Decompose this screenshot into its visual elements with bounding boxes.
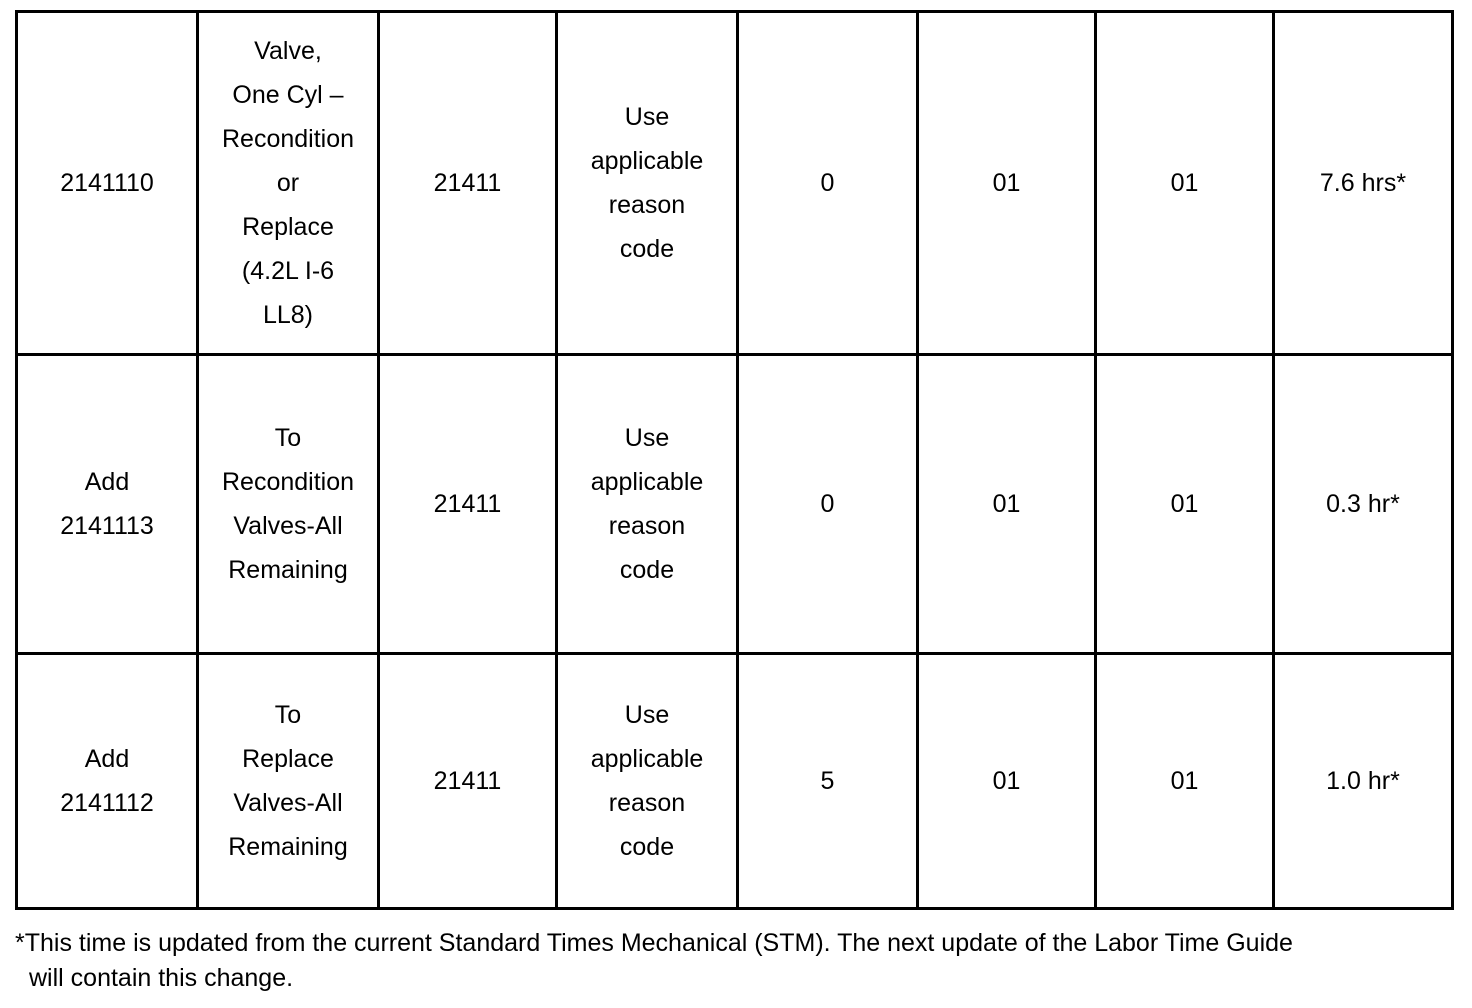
description-line: LL8) (262, 301, 314, 329)
code-cell (379, 12, 557, 355)
reason-line: code (619, 556, 675, 584)
labor-op-line: 2141110 (60, 169, 154, 197)
description-cell (198, 654, 379, 909)
time-value: 0.3 hr* (1326, 490, 1400, 518)
reason-line: Use (624, 424, 670, 452)
description-line: To (274, 701, 302, 729)
description-line: One Cyl – (232, 81, 344, 109)
code-d-cell (1096, 355, 1274, 654)
description-line: Replace (242, 745, 334, 773)
reason-line: applicable (590, 147, 704, 175)
code-b-value: 0 (820, 169, 835, 197)
description-line: Valve, (254, 37, 322, 65)
reason-cell (557, 12, 738, 355)
labor-op-line: Add (84, 745, 130, 773)
reason-cell (557, 355, 738, 654)
time-cell (1274, 654, 1453, 909)
code-c-value: 01 (992, 767, 1021, 795)
time-value: 1.0 hr* (1326, 767, 1400, 795)
code-c-cell (918, 12, 1096, 355)
footnote (15, 926, 1455, 996)
code-c-value: 01 (992, 490, 1021, 518)
table-row (17, 355, 1453, 654)
description-line: Recondition (221, 125, 355, 153)
code-c-cell (918, 355, 1096, 654)
code-c-cell (918, 654, 1096, 909)
labor-op-line: 2141112 (60, 789, 154, 817)
code-b-value: 5 (820, 767, 835, 795)
description-line: (4.2L I-6 (241, 257, 335, 285)
code-d-value: 01 (1170, 767, 1199, 795)
code-b-cell (738, 355, 918, 654)
time-value: 7.6 hrs* (1319, 169, 1407, 197)
labor-op-cell (17, 654, 198, 909)
reason-line: Use (624, 701, 670, 729)
reason-line: Use (624, 103, 670, 131)
description-line: Remaining (228, 556, 348, 584)
description-line: To (274, 424, 302, 452)
description-cell (198, 355, 379, 654)
reason-line: reason (608, 191, 686, 219)
reason-line: applicable (590, 468, 704, 496)
code-cell (379, 654, 557, 909)
code-b-cell (738, 12, 918, 355)
code-value: 21411 (433, 767, 502, 795)
code-b-value: 0 (820, 490, 835, 518)
reason-cell (557, 654, 738, 909)
reason-line: reason (608, 512, 686, 540)
code-value: 21411 (433, 490, 502, 518)
description-line: Recondition (221, 468, 355, 496)
labor-op-cell (17, 12, 198, 355)
table-row (17, 12, 1453, 355)
code-b-cell (738, 654, 918, 909)
reason-line: code (619, 235, 675, 263)
description-line: or (276, 169, 300, 197)
table-row (17, 654, 1453, 909)
time-cell (1274, 355, 1453, 654)
description-line: Replace (242, 213, 334, 241)
description-line: Valves-All (233, 512, 343, 540)
labor-op-cell (17, 355, 198, 654)
code-d-value: 01 (1170, 490, 1199, 518)
code-d-cell (1096, 12, 1274, 355)
code-value: 21411 (433, 169, 502, 197)
reason-line: applicable (590, 745, 704, 773)
description-line: Valves-All (233, 789, 343, 817)
reason-line: code (619, 833, 675, 861)
code-d-cell (1096, 654, 1274, 909)
time-cell (1274, 12, 1453, 355)
code-cell (379, 355, 557, 654)
code-c-value: 01 (992, 169, 1021, 197)
code-d-value: 01 (1170, 169, 1199, 197)
description-line: Remaining (228, 833, 348, 861)
labor-op-line: 2141113 (60, 512, 154, 540)
description-cell (198, 12, 379, 355)
labor-time-table (15, 10, 1454, 910)
labor-op-line: Add (84, 468, 130, 496)
reason-line: reason (608, 789, 686, 817)
footnote-line: will contain this change. (29, 964, 294, 992)
footnote-line: *This time is updated from the current Standard Times Mechanical (STM). The next update of the Labor Time Guide (15, 929, 1293, 957)
